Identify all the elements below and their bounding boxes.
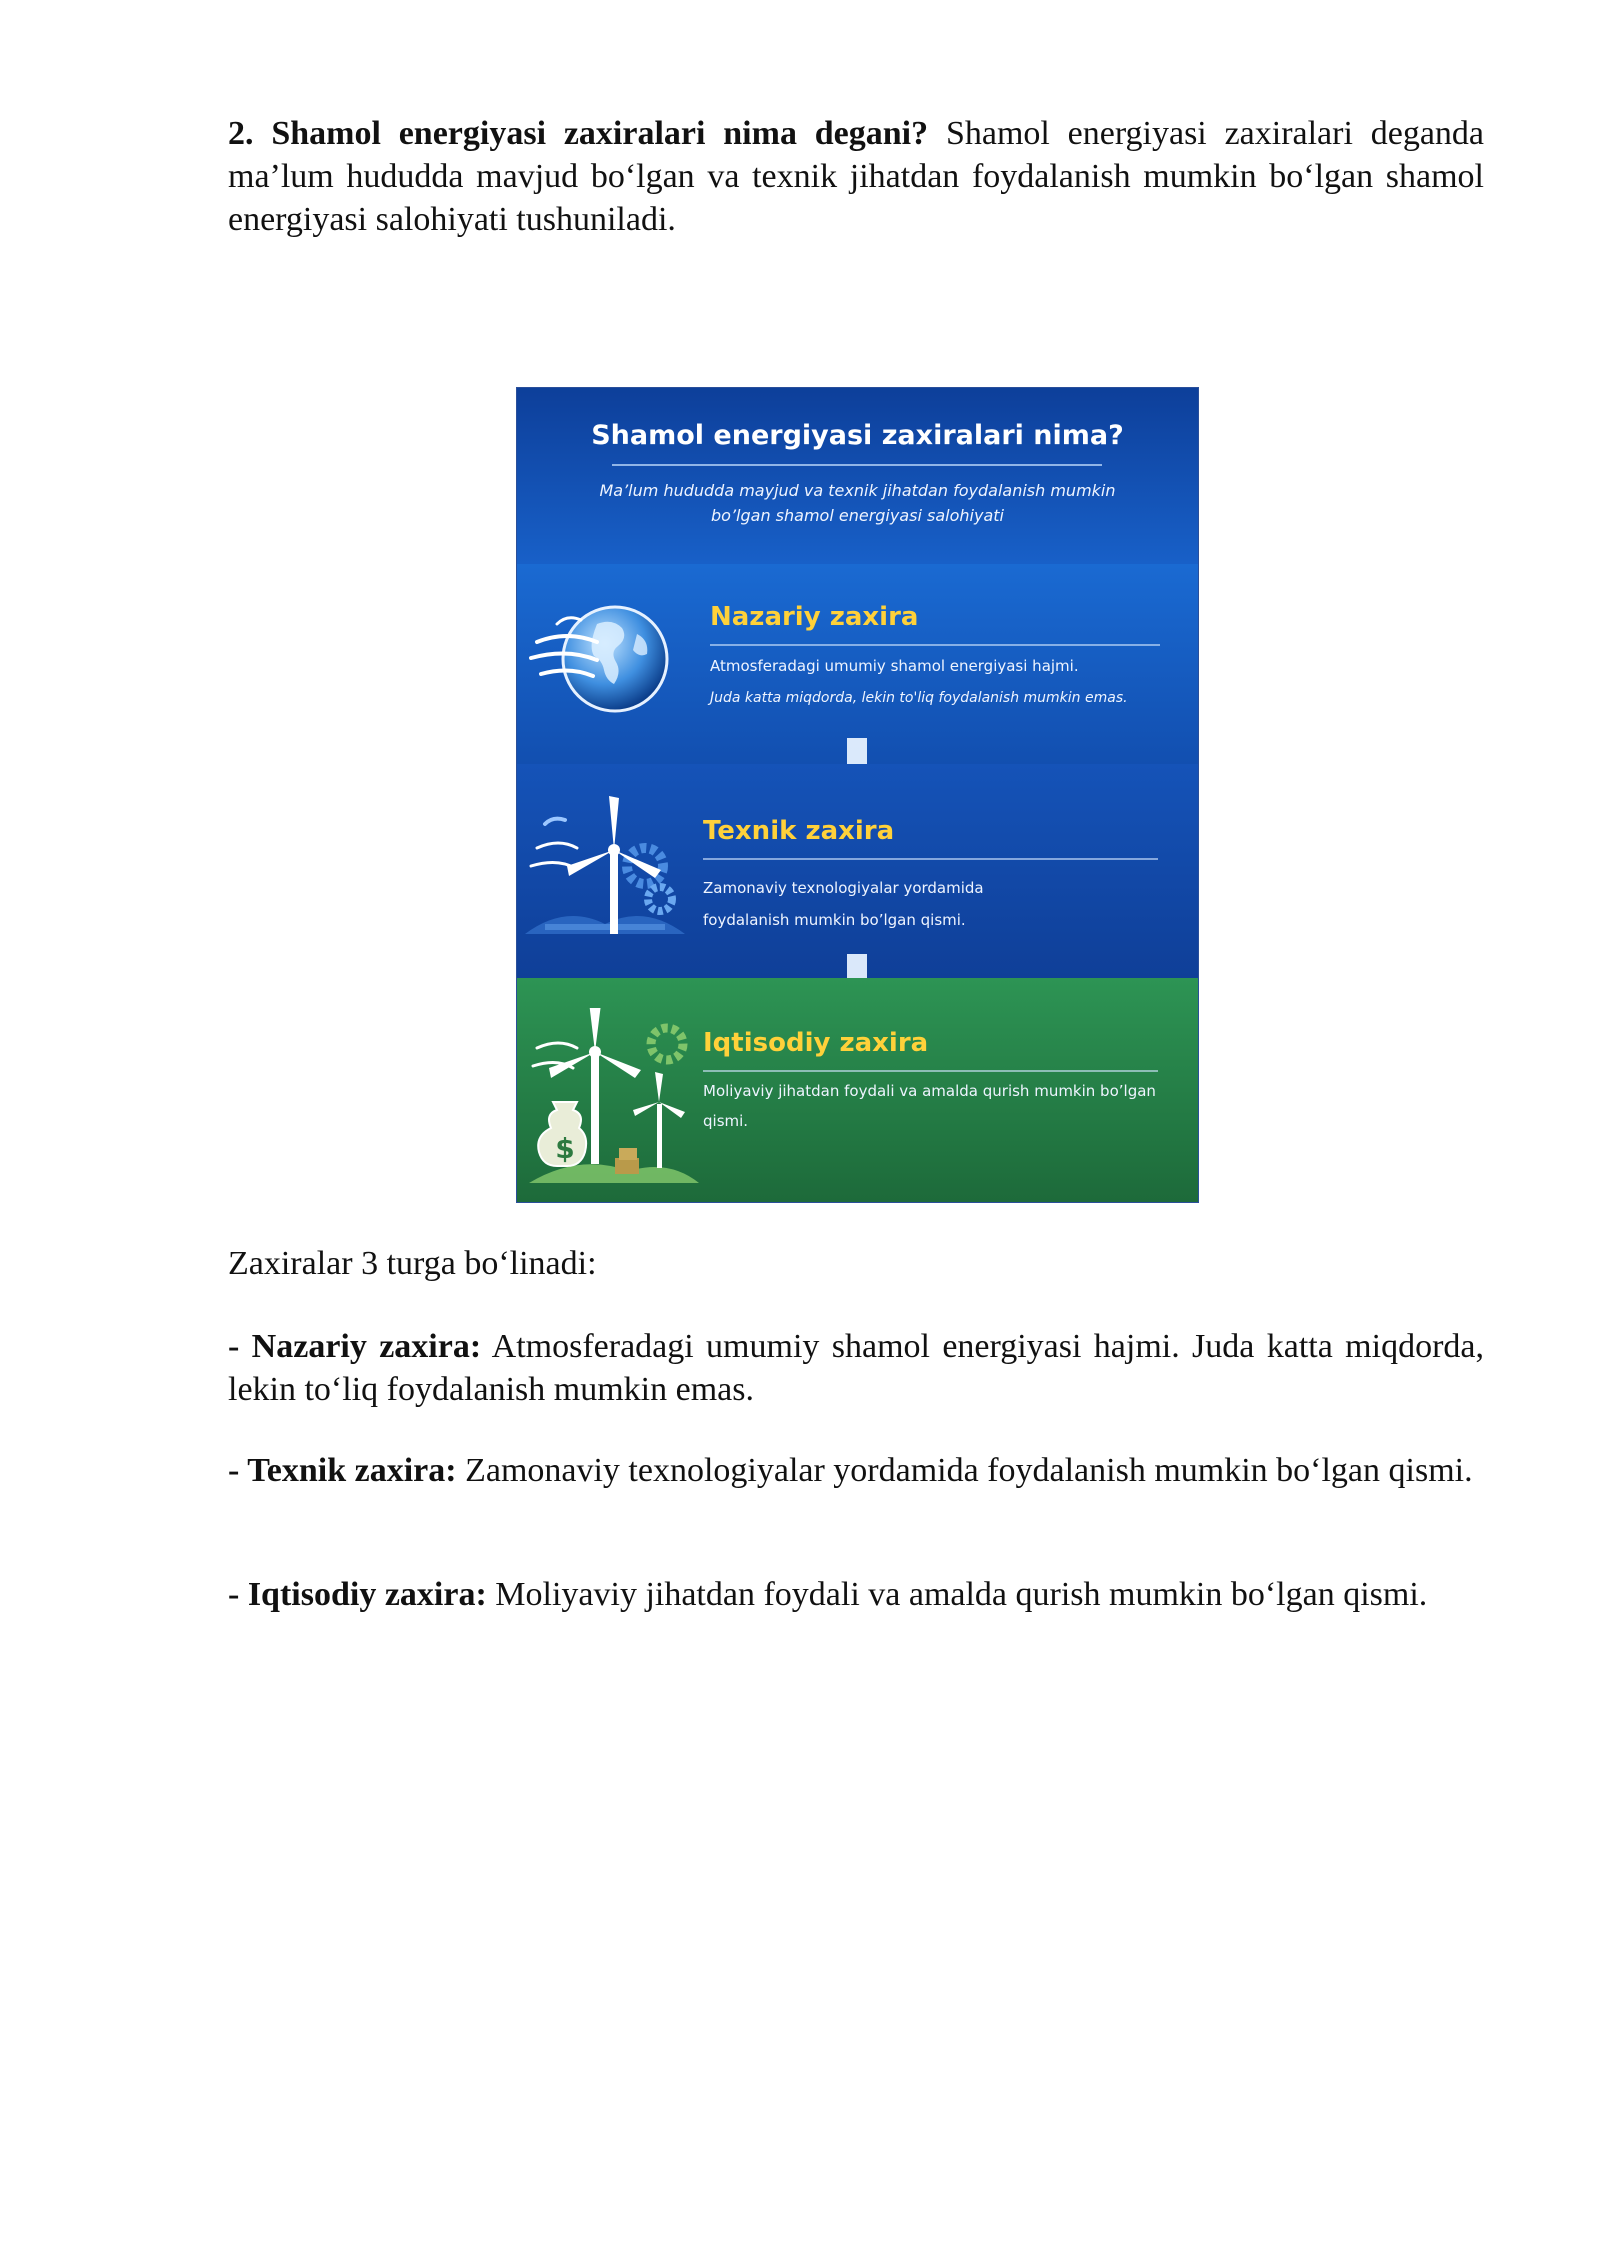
list-item <box>228 1325 1484 1411</box>
item-label: - Texnik zaxira: <box>228 1452 457 1489</box>
item-text: Moliyaviy jihatdan foydali va amalda qurish mumkin bo‘lgan qismi. <box>486 1576 1428 1613</box>
question-answer: Shamol energiyasi zaxiralari deganda ma’lum hududda mavjud bo‘lgan va texnik jihatdan foydalanish mumkin bo‘lgan shamol energiyasi salohiyati tushuniladi. <box>228 115 1484 238</box>
section-rule <box>703 1070 1158 1072</box>
section-text-nazariy-2: Juda katta miqdorda, lekin to'liq foydalanish mumkin emas. <box>710 690 1128 706</box>
money-bag-turbine-icon <box>529 1008 699 1188</box>
item-text: Atmosferadagi umumiy shamol energiyasi hajmi. Juda katta miqdorda, lekin to‘liq foydalanish mumkin emas. <box>228 1328 1484 1408</box>
list-item <box>228 1573 1484 1616</box>
item-label: - Iqtisodiy zaxira: <box>228 1576 487 1613</box>
list-item <box>228 1449 1484 1492</box>
infographic-title: Shamol energiyasi zaxiralari nima? <box>591 420 1124 451</box>
section-nazariy <box>517 564 1198 764</box>
svg-text:$: $ <box>555 1132 575 1165</box>
reserves-infographic <box>517 388 1198 1202</box>
reserves-intro: Zaxiralar 3 turga bo‘linadi: <box>228 1245 597 1282</box>
section-text-texnik-2: foydalanish mumkin bo’lgan qismi. <box>703 911 966 929</box>
infographic-subtitle: Ma’lum hududda mayjud va texnik jihatdan foydalanish mumkin bo’lgan shamol energiyasi salohiyati <box>599 481 1116 525</box>
item-label: - Nazariy zaxira: <box>228 1328 482 1365</box>
section-texnik <box>517 764 1198 978</box>
question-paragraph <box>228 112 1484 241</box>
section-text-iqtisodiy-1: Moliyaviy jihatdan foydali va amalda qurish mumkin bo’lgan <box>703 1082 1156 1100</box>
wind-turbine-gear-icon <box>525 794 685 944</box>
section-title-iqtisodiy: Iqtisodiy zaxira <box>703 1028 929 1058</box>
section-text-texnik-1: Zamonaviy texnologiyalar yordamida <box>703 879 984 897</box>
section-title-nazariy: Nazariy zaxira <box>710 602 919 632</box>
section-iqtisodiy <box>517 978 1198 1202</box>
item-text: Zamonaviy texnologiyalar yordamida foydalanish mumkin bo‘lgan qismi. <box>456 1452 1473 1489</box>
infographic-header <box>517 388 1198 564</box>
section-rule <box>703 858 1158 860</box>
question-heading: 2. Shamol energiyasi zaxiralari nima degani? <box>228 115 929 152</box>
section-rule <box>710 644 1160 646</box>
globe-wind-icon <box>527 594 677 724</box>
section-title-texnik: Texnik zaxira <box>703 816 895 846</box>
section-text-nazariy-1: Atmosferadagi umumiy shamol energiyasi hajmi. <box>710 657 1079 675</box>
title-divider <box>612 464 1102 466</box>
section-text-iqtisodiy-2: qismi. <box>703 1112 749 1130</box>
